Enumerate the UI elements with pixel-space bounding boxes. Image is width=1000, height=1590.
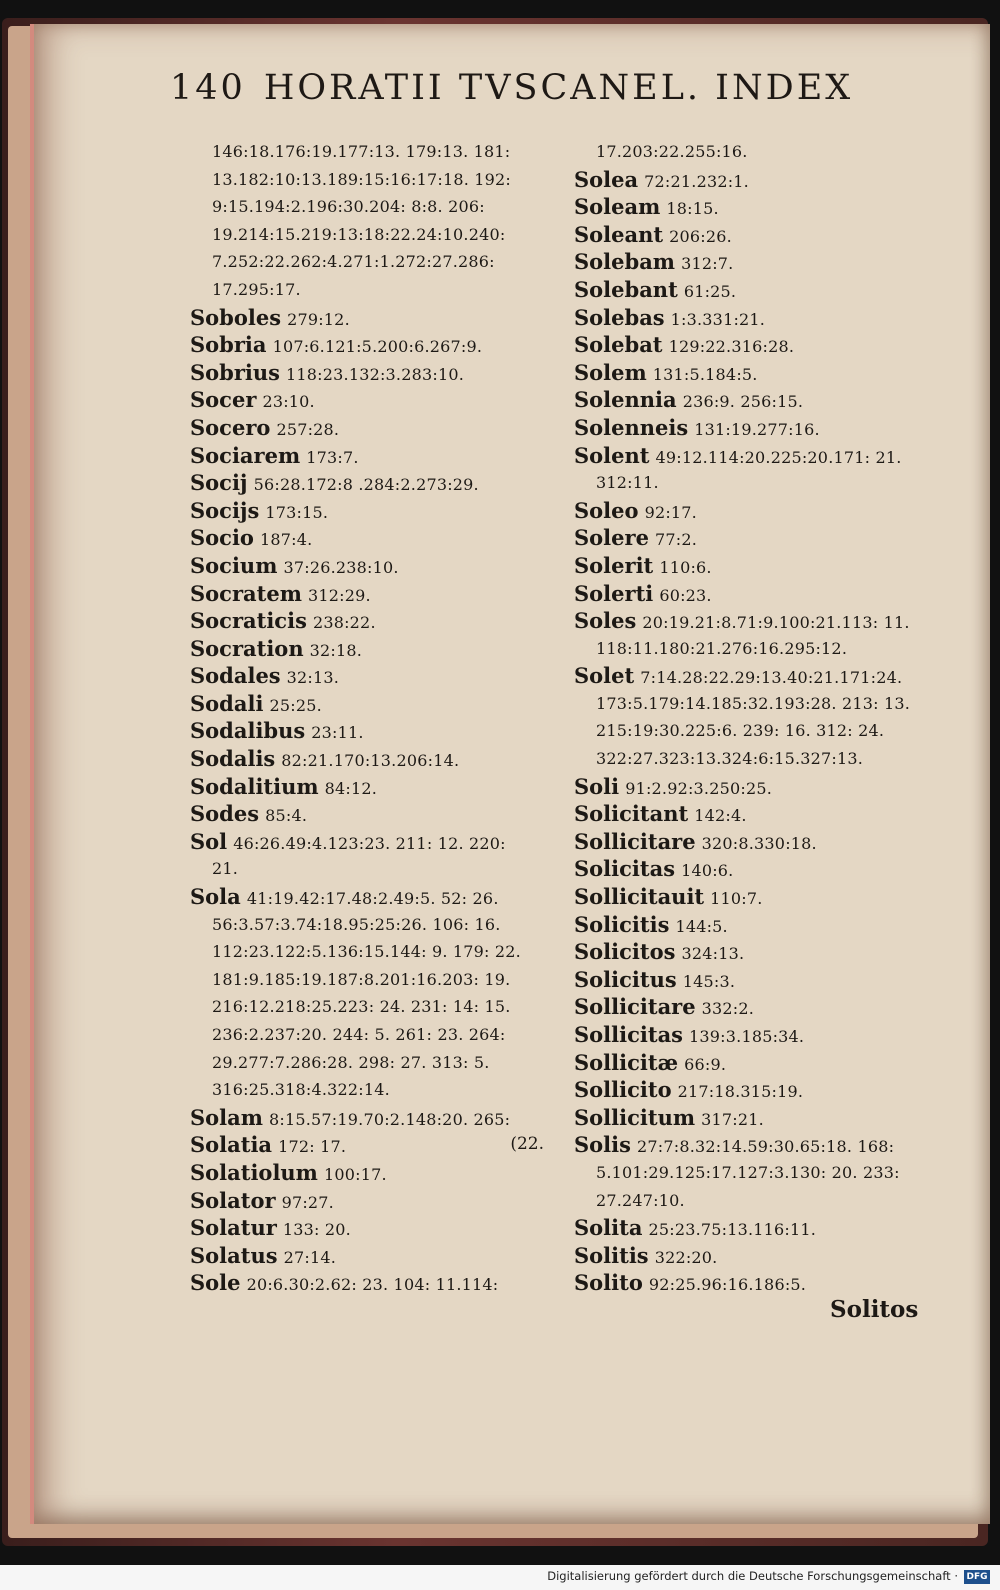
entry-references: 238:22. (312, 613, 376, 633)
entry-headword: Socijs (190, 497, 260, 523)
index-entry-continuation (190, 966, 550, 994)
index-entry-continuation (574, 635, 944, 663)
entry-headword: Solenneis (574, 414, 689, 440)
entry-references: 8:15.57:19.70:2.148:20. 265: (269, 1109, 511, 1129)
entry-references: 173:15. (265, 502, 329, 522)
index-entry-continuation (190, 911, 550, 939)
entry-headword: Solatiolum (190, 1159, 318, 1185)
entry-headword: Solere (574, 525, 649, 551)
index-entry (574, 414, 944, 442)
entry-headword: Solerit (574, 552, 654, 578)
entry-references: 37:26.238:10. (283, 557, 399, 577)
entry-overflow: (22. (510, 1134, 544, 1155)
index-entry (574, 828, 944, 856)
entry-references: 140:6. (681, 861, 734, 881)
entry-references: 27:14. (283, 1247, 337, 1267)
entry-references: 118:11.180:21.276:16.295:12. (596, 638, 848, 658)
entry-headword: Solicitis (574, 911, 670, 937)
index-entry (190, 524, 550, 552)
entry-references: 322:20. (654, 1247, 718, 1267)
index-entry (574, 524, 944, 552)
index-entry-continuation (190, 248, 550, 276)
index-entry (574, 1242, 944, 1270)
entry-headword: Soleo (574, 497, 639, 523)
entry-headword: Solicitant (574, 801, 689, 827)
index-entry (574, 552, 944, 580)
index-entry (574, 166, 944, 194)
entry-headword: Sollicitas (574, 1022, 683, 1047)
entry-headword: Sollicito (574, 1077, 672, 1103)
entry-references: 236:9. 256:15. (682, 392, 804, 412)
entry-references: 1:3.331:21. (670, 309, 766, 329)
index-entry (574, 1049, 944, 1077)
entry-references: 23:11. (311, 723, 364, 743)
index-entry (574, 993, 944, 1021)
entry-headword: Sollicitare (574, 828, 696, 854)
entry-references: 29.277:7.286:28. 298: 27. 313: 5. (212, 1052, 490, 1072)
entry-references: 133: 20. (282, 1220, 351, 1240)
index-entry (190, 635, 550, 663)
entry-references: 19.214:15.219:13:18:22.24:10.240: (212, 224, 506, 244)
index-entry (574, 248, 944, 276)
entry-references: 236:2.237:20. 244: 5. 261: 23. 264: (212, 1025, 506, 1044)
entry-references: 61:25. (683, 281, 737, 301)
entry-headword: Sol (190, 828, 228, 854)
entry-headword: Socij (190, 470, 248, 496)
index-entry (574, 911, 944, 939)
entry-references: 110:7. (710, 889, 763, 909)
entry-references: 9:15.194:2.196:30.204: 8:8. 206: (212, 197, 485, 217)
entry-references: 215:19:30.225:6. 239: 16. 312: 24. (596, 721, 885, 741)
index-entry (574, 497, 944, 525)
entry-references: 324:13. (681, 944, 745, 964)
entry-references: 13.182:10:13.189:15:16:17:18. 192: (212, 169, 512, 189)
index-entry (190, 1187, 550, 1215)
entry-references: 173:7. (306, 447, 359, 467)
index-entry (190, 497, 550, 525)
entry-references: 72:21.232:1. (644, 171, 749, 191)
entry-references: 100:17. (323, 1164, 387, 1184)
entry-headword: Sodalibus (190, 718, 306, 744)
index-entry-continuation (190, 1076, 550, 1104)
index-entry-continuation (574, 745, 944, 773)
index-entry (190, 469, 550, 497)
entry-references: 317:21. (701, 1109, 764, 1129)
entry-references: 131:19.277:16. (694, 419, 820, 439)
index-entry (574, 442, 944, 470)
index-entry (574, 1269, 944, 1297)
entry-references: 32:13. (286, 668, 340, 688)
entry-headword: Soboles (190, 304, 282, 330)
index-entry-continuation (190, 138, 550, 166)
index-entry (574, 304, 944, 332)
index-entry-continuation (574, 469, 944, 497)
index-entry-continuation (190, 993, 550, 1021)
entry-headword: Socration (190, 635, 304, 661)
entry-references: 23:10. (262, 392, 315, 412)
running-header (170, 68, 854, 118)
index-entry (190, 1104, 550, 1132)
index-entry (190, 386, 550, 414)
index-entry (574, 855, 944, 883)
index-entry (574, 938, 944, 966)
index-entry (190, 773, 550, 801)
index-entry (190, 1131, 550, 1159)
entry-references: 7.252:22.262:4.271:1.272:27.286: (212, 252, 495, 272)
entry-references: 82:21.170:13.206:14. (281, 751, 460, 771)
index-entry (190, 359, 550, 387)
index-entry-continuation (574, 1159, 944, 1187)
entry-references: 7:14.28:22.29:13.40:21.171:24. (640, 668, 903, 688)
index-entry-continuation (190, 1021, 550, 1049)
index-entry (190, 580, 550, 608)
index-entry (190, 745, 550, 773)
index-entry (574, 1131, 944, 1159)
index-entry (190, 662, 550, 690)
index-entry (190, 717, 550, 745)
entry-headword: Solennia (574, 387, 677, 413)
entry-references: 181:9.185:19.187:8.201:16.203: 19. (212, 969, 511, 989)
entry-headword: Sole (190, 1270, 241, 1296)
index-entry (574, 276, 944, 304)
running-title: HORATII TVSCANEL. INDEX (263, 68, 854, 108)
entry-references: 77:2. (654, 530, 697, 550)
entry-headword: Solebam (574, 249, 676, 275)
index-entry-continuation (574, 1187, 944, 1215)
index-entry-continuation (190, 855, 550, 883)
entry-headword: Sollicitauit (574, 884, 705, 910)
entry-headword: Socraticis (190, 608, 307, 634)
entry-headword: Solet (574, 663, 635, 689)
entry-headword: Sodales (190, 663, 281, 689)
entry-headword: Sodalis (190, 746, 276, 772)
index-entry (190, 828, 550, 856)
entry-references: 18:15. (666, 199, 719, 219)
index-entry-continuation (190, 166, 550, 194)
entry-references: 56:28.172:8 .284:2.273:29. (253, 475, 479, 495)
index-entry (574, 386, 944, 414)
entry-references: 322:27.323:13.324:6:15.327:13. (596, 749, 864, 769)
index-entry (574, 662, 944, 690)
entry-references: 145:3. (682, 971, 736, 991)
entry-headword: Solicitos (574, 939, 676, 965)
index-entry (574, 1104, 944, 1132)
entry-headword: Solatia (190, 1132, 273, 1158)
entry-references: 20:19.21:8.71:9.100:21.113: 11. (642, 613, 910, 633)
index-entry-continuation (574, 717, 944, 745)
index-entry (574, 221, 944, 249)
entry-headword: Solatur (190, 1215, 277, 1241)
entry-headword: Solea (574, 166, 639, 192)
entry-headword: Solebat (574, 332, 663, 358)
index-entry (574, 800, 944, 828)
entry-headword: Solicitus (574, 966, 677, 992)
entry-headword: Sociarem (190, 442, 301, 468)
entry-references: 41:19.42:17.48:2.49:5. 52: 26. (246, 889, 499, 909)
entry-references: 332:2. (701, 999, 755, 1019)
index-entry (190, 607, 550, 635)
entry-references: 118:23.132:3.283:10. (286, 364, 464, 384)
index-entry-continuation (190, 276, 550, 304)
entry-headword: Soli (574, 773, 620, 799)
entry-headword: Solent (574, 442, 650, 468)
index-entry (190, 442, 550, 470)
entry-headword: Socio (190, 525, 254, 551)
entry-references: 112:23.122:5.136:15.144: 9. 179: 22. (212, 942, 521, 962)
entry-references: 27:7:8.32:14.59:30.65:18. 168: (637, 1137, 895, 1157)
digitization-footer (0, 1565, 1000, 1590)
index-entry (574, 580, 944, 608)
index-entry (190, 414, 550, 442)
entry-headword: Soles (574, 608, 637, 634)
entry-headword: Solebas (574, 304, 665, 330)
dfg-logo: DFG (964, 1570, 990, 1584)
entry-headword: Solatus (190, 1242, 278, 1268)
entry-headword: Socium (190, 552, 278, 578)
entry-references: 97:27. (281, 1192, 334, 1212)
entry-headword: Socratem (190, 580, 302, 606)
entry-headword: Solator (190, 1187, 276, 1213)
entry-headword: Sola (190, 884, 241, 910)
funding-notice: Digitalisierung gefördert durch die Deutsche Forschungsgemeinschaft · (547, 1569, 958, 1583)
entry-references: 206:26. (669, 226, 732, 246)
index-entry (574, 193, 944, 221)
entry-headword: Soleant (574, 221, 664, 247)
entry-references: 107:6.121:5.200:6.267:9. (272, 337, 483, 357)
entry-headword: Sobrius (190, 359, 280, 385)
entry-headword: Solis (574, 1132, 631, 1158)
entry-headword: Sollicitæ (574, 1049, 679, 1075)
entry-references: 316:25.318:4.322:14. (212, 1080, 390, 1100)
index-entry (190, 1159, 550, 1187)
entry-references: 144:5. (675, 916, 728, 936)
entry-references: 85:4. (265, 806, 308, 826)
entry-references: 17.295:17. (212, 279, 301, 299)
index-entry (574, 1021, 944, 1049)
index-entry-continuation (574, 138, 944, 166)
entry-headword: Sodalitium (190, 773, 319, 799)
entry-references: 312:7. (681, 254, 734, 274)
entry-references: 320:8.330:18. (701, 833, 817, 853)
entry-references: 60:23. (659, 585, 712, 605)
index-entry (574, 359, 944, 387)
entry-references: 66:9. (684, 1054, 727, 1074)
index-entry (574, 883, 944, 911)
entry-references: 21. (212, 859, 239, 879)
entry-headword: Socer (190, 387, 257, 413)
index-entry (190, 331, 550, 359)
entry-headword: Socero (190, 414, 271, 440)
entry-references: 5.101:29.125:17.127:3.130: 20. 233: (596, 1162, 900, 1182)
entry-references: 84:12. (324, 778, 378, 798)
index-entry-continuation (190, 193, 550, 221)
index-entry-continuation (574, 690, 944, 718)
entry-references: 25:25. (269, 695, 322, 715)
entry-references: 146:18.176:19.177:13. 179:13. 181: (212, 142, 511, 161)
entry-headword: Solita (574, 1215, 643, 1241)
index-entry (190, 883, 550, 911)
entry-references: 216:12.218:25.223: 24. 231: 14: 15. (212, 997, 511, 1017)
index-entry (190, 304, 550, 332)
entry-headword: Solem (574, 359, 647, 385)
entry-headword: Solito (574, 1270, 643, 1296)
entry-references: 312:11. (596, 473, 659, 493)
entry-references: 49:12.114:20.225:20.171: 21. (655, 447, 902, 467)
index-entry (574, 331, 944, 359)
entry-references: 91:2.92:3.250:25. (625, 778, 772, 798)
index-entry (574, 1214, 944, 1242)
entry-references: 257:28. (276, 419, 340, 439)
entry-references: 312:29. (307, 585, 371, 605)
index-column-right (574, 138, 944, 1297)
entry-headword: Sollicitare (574, 994, 696, 1020)
page-number: 140 (170, 68, 246, 108)
index-entry (574, 1076, 944, 1104)
catchword: Solitos (830, 1296, 919, 1323)
entry-references: 56:3.57:3.74:18.95:25:26. 106: 16. (212, 914, 501, 934)
index-entry (190, 690, 550, 718)
entry-references: 32:18. (309, 640, 363, 660)
entry-references: 217:18.315:19. (677, 1082, 804, 1102)
entry-headword: Solitis (574, 1242, 649, 1268)
entry-references: 17.203:22.255:16. (596, 142, 748, 161)
entry-references: 92:17. (644, 502, 697, 522)
entry-headword: Solicitas (574, 856, 676, 882)
index-entry (574, 607, 944, 635)
index-entry (190, 800, 550, 828)
entry-references: 142:4. (694, 806, 747, 826)
entry-headword: Sodali (190, 690, 264, 716)
entry-references: 110:6. (659, 557, 712, 577)
index-entry (190, 552, 550, 580)
entry-references: 172: 17. (278, 1137, 347, 1157)
entry-references: 187:4. (260, 530, 313, 550)
entry-headword: Sollicitum (574, 1104, 696, 1130)
index-entry-continuation (190, 221, 550, 249)
entry-headword: Solebant (574, 276, 678, 302)
index-entry (574, 773, 944, 801)
index-column-left (190, 138, 550, 1297)
entry-headword: Soleam (574, 194, 661, 220)
entry-references: 20:6.30:2.62: 23. 104: 11.114: (246, 1275, 499, 1295)
entry-references: 27.247:10. (596, 1190, 685, 1210)
entry-references: 139:3.185:34. (689, 1027, 805, 1046)
index-entry (190, 1214, 550, 1242)
entry-references: 279:12. (287, 309, 350, 329)
entry-headword: Sodes (190, 801, 260, 827)
entry-headword: Solerti (574, 580, 654, 606)
index-entry-continuation (190, 938, 550, 966)
entry-headword: Sobria (190, 332, 267, 358)
entry-references: 25:23.75:13.116:11. (648, 1220, 817, 1240)
entry-references: 92:25.96:16.186:5. (648, 1275, 807, 1295)
entry-headword: Solam (190, 1104, 263, 1130)
index-entry (574, 966, 944, 994)
entry-references: 129:22.316:28. (668, 337, 795, 357)
index-entry (190, 1269, 550, 1297)
entry-references: 131:5.184:5. (652, 364, 758, 384)
index-entry (190, 1242, 550, 1270)
entry-references: 173:5.179:14.185:32.193:28. 213: 13. (596, 693, 911, 713)
index-entry-continuation (190, 1049, 550, 1077)
entry-references: 46:26.49:4.123:23. 211: 12. 220: (233, 833, 506, 853)
